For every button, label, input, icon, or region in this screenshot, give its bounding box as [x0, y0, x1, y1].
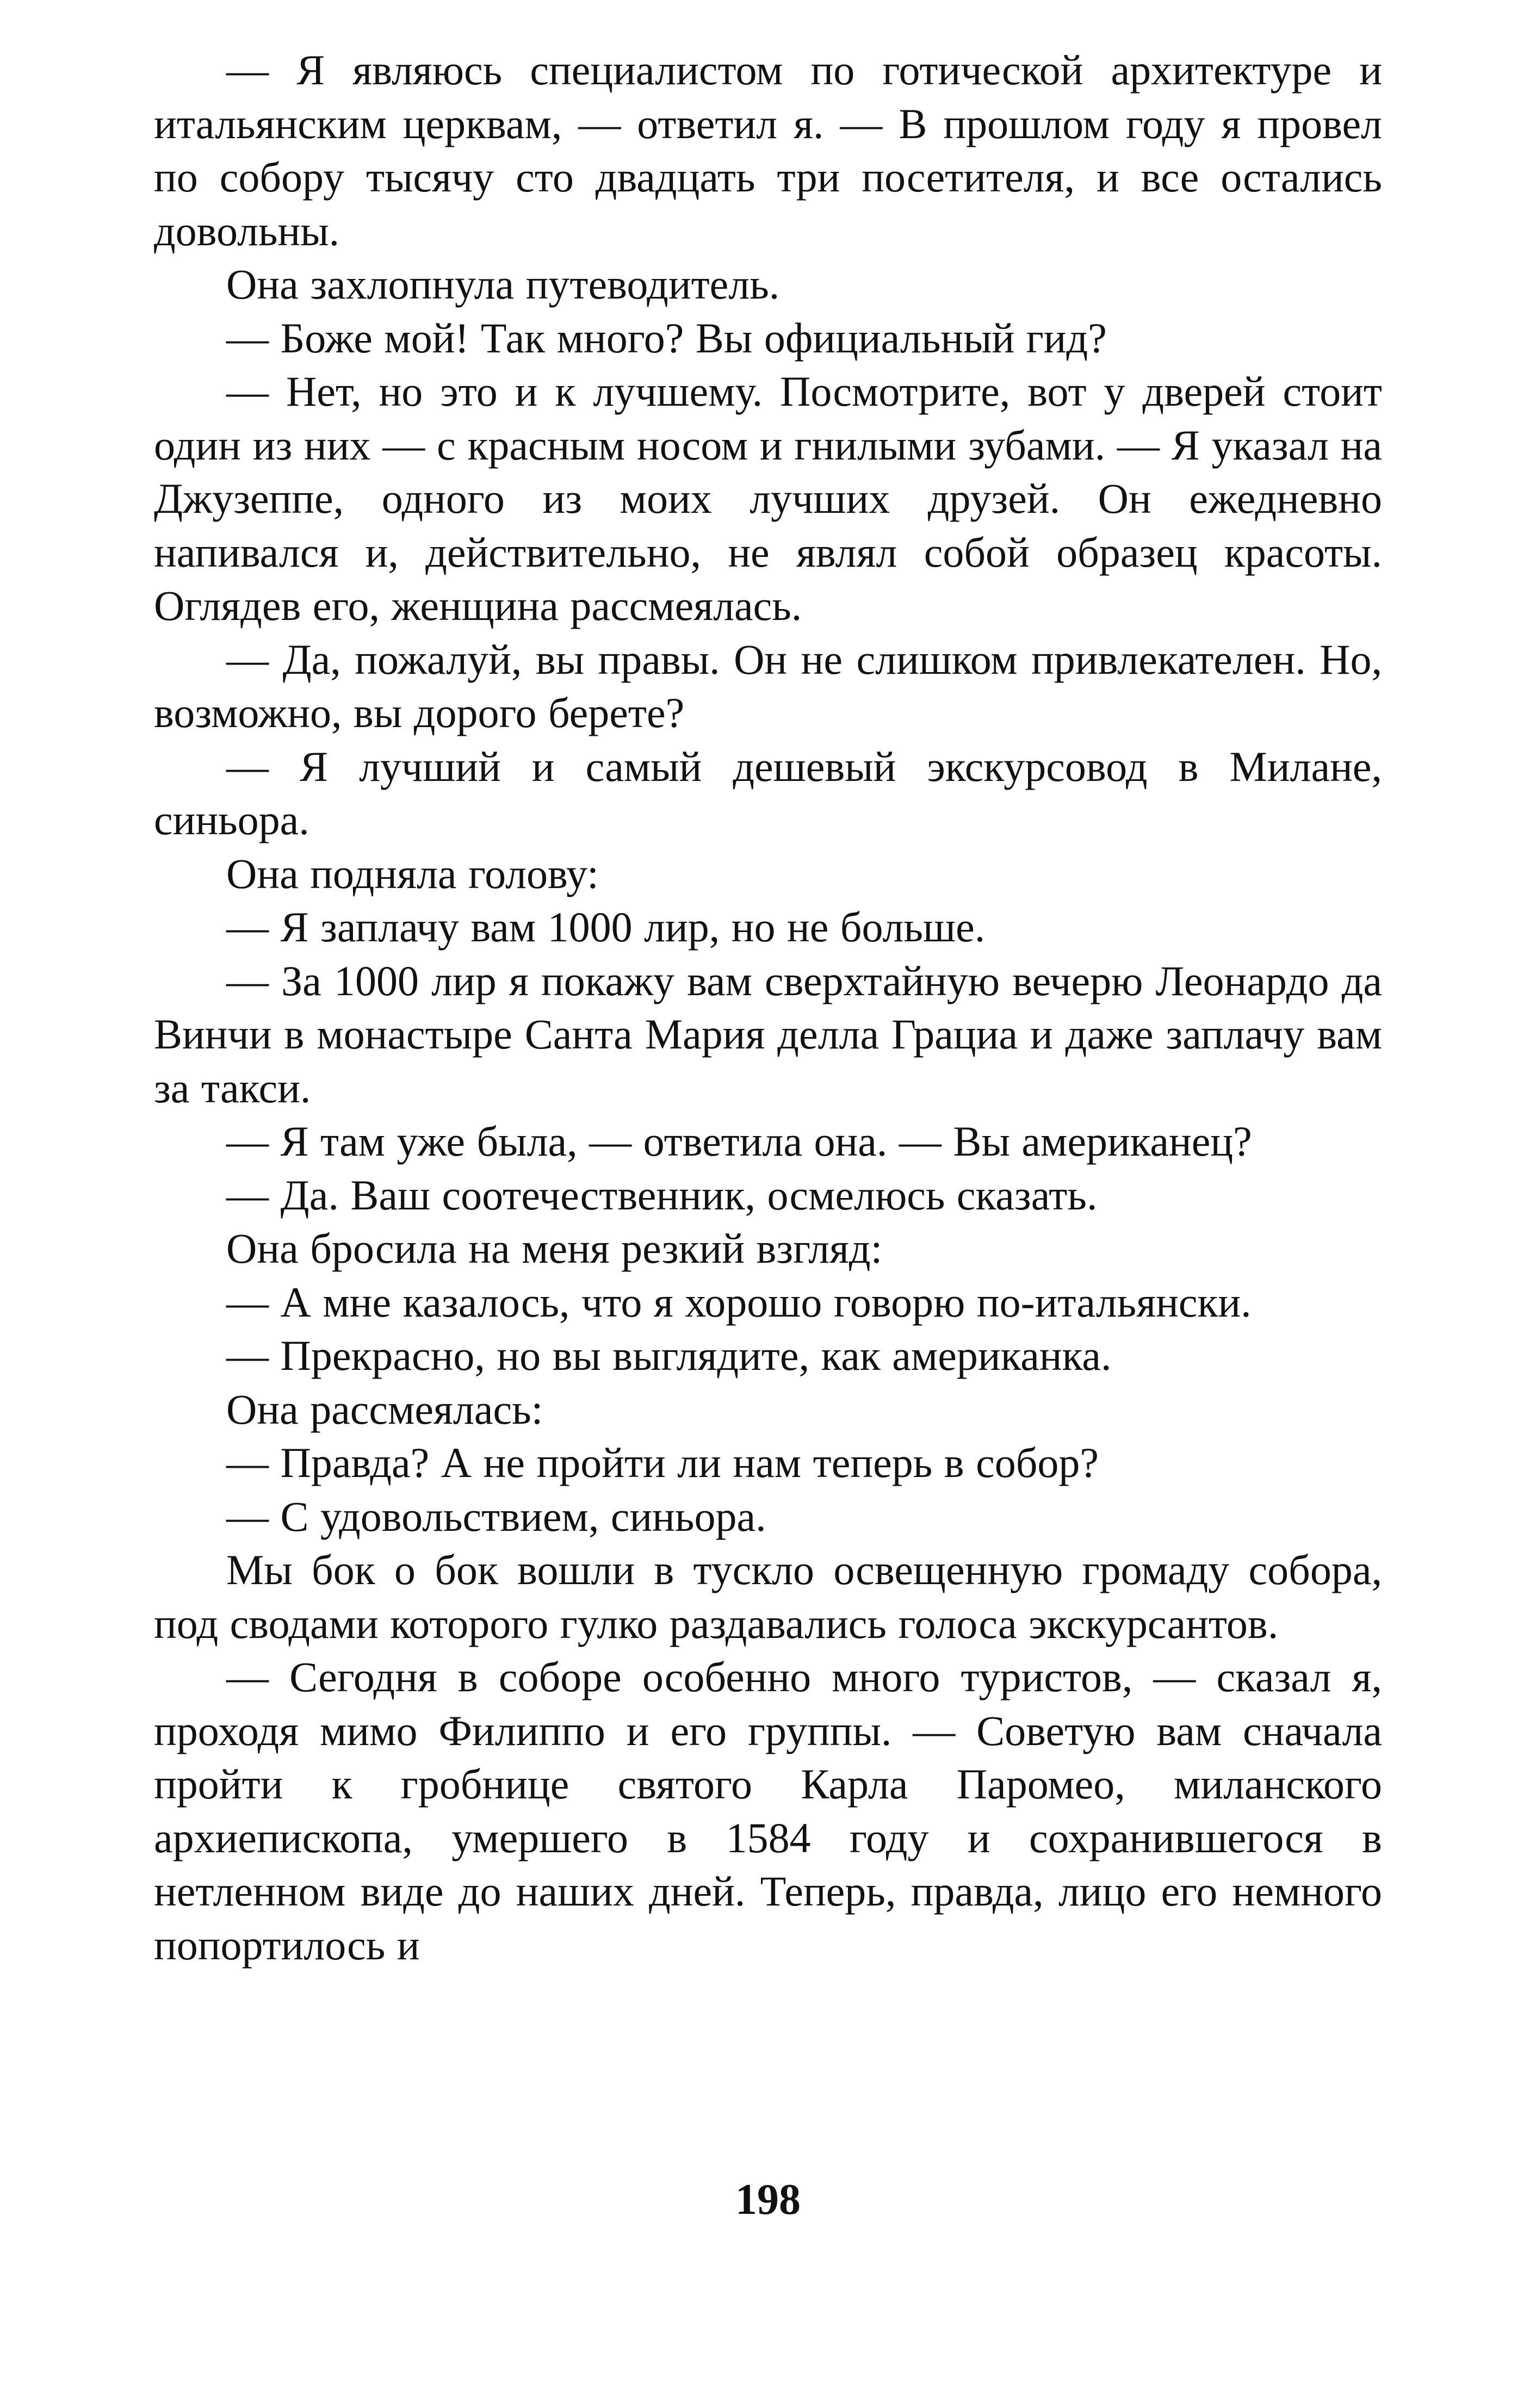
paragraph-9: — За 1000 лир я покажу вам сверхтайную вечерю Леонардо да Винчи в монастыре Санта Мария делла Грациа и даже заплачу вам за такси.: [154, 957, 1382, 1112]
paragraph-19: — Сегодня в соборе особенно много туристов, — сказал я, проходя мимо Филиппо и его группы. — Советую вам сначала пройти к гробнице святого Карла Паромео, миланского архиепископа, умершего в 1584 году и сохранившегося в нетленном виде до наших дней. Теперь, правда, лицо его немного попортилось и: [154, 1653, 1382, 1969]
paragraph-7: Она подняла голову:: [226, 849, 599, 897]
paragraph-17: — С удовольствием, синьора.: [226, 1492, 766, 1540]
paragraph-13: — А мне казалось, что я хорошо говорю по-итальянски.: [226, 1278, 1252, 1326]
paragraph-8: — Я заплачу вам 1000 лир, но не больше.: [226, 903, 986, 951]
paragraph-12: Она бросила на меня резкий взгляд:: [226, 1225, 883, 1272]
paragraph-18: Мы бок о бок вошли в тускло освещенную громаду собора, под сводами которого гулко раздавались голоса экскурсантов.: [154, 1546, 1382, 1647]
paragraph-10: — Я там уже была, — ответила она. — Вы американец?: [226, 1118, 1252, 1165]
paragraph-4: — Нет, но это и к лучшему. Посмотрите, вот у дверей стоит один из них — с красным носом и гнилыми зубами. — Я указал на Джузеппе, одного из моих лучших друзей. Он ежедневно напивался и, действительно, не являл собой образец красоты. Оглядев его, женщина рассмеялась.: [154, 368, 1382, 629]
page-text: [154, 44, 1382, 1972]
paragraph-5: — Да, пожалуй, вы правы. Он не слишком привлекателен. Но, возможно, вы дорого берете?: [154, 635, 1382, 736]
paragraph-11: — Да. Ваш соотечественник, осмелюсь сказать.: [226, 1171, 1098, 1219]
paragraph-1: — Я являюсь специалистом по готической архитектуре и итальянским церквам, — ответил я. — В прошлом году я провел по собору тысячу сто двадцать три посетителя, и все остались довольны.: [154, 46, 1382, 255]
paragraph-6: — Я лучший и самый дешевый экскурсовод в Милане, синьора.: [154, 742, 1382, 843]
paragraph-14: — Прекрасно, но вы выглядите, как американка.: [226, 1332, 1112, 1379]
paragraph-2: Она захлопнула путеводитель.: [226, 260, 780, 308]
page-number: 198: [735, 2176, 801, 2224]
paragraph-15: Она рассмеялась:: [226, 1385, 543, 1433]
paragraph-3: — Боже мой! Так много? Вы официальный гид?: [226, 314, 1107, 362]
paragraph-16: — Правда? А не пройти ли нам теперь в собор?: [226, 1439, 1099, 1486]
